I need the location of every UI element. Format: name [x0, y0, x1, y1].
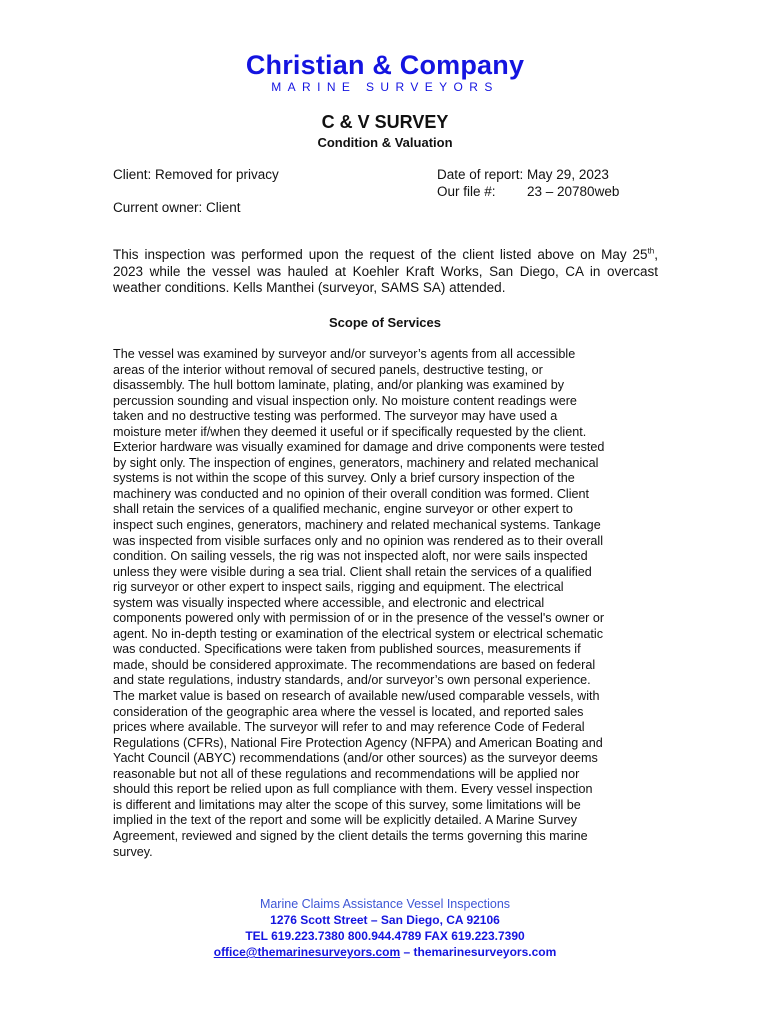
scope-heading: Scope of Services: [329, 315, 441, 330]
scope-line: The vessel was examined by surveyor and/or surveyor’s agents from all accessible: [113, 347, 576, 361]
intro-text-start: This inspection was performed upon the request of the client listed above on May 25: [113, 247, 648, 262]
company-subtitle: MARINE SURVEYORS: [271, 80, 499, 94]
scope-line: was conducted. Specifications were taken from published sources, measurements if: [113, 642, 581, 657]
scope-line: rig surveyor or other expert to inspect sails, rigging and equipment. The electrical: [113, 580, 564, 595]
footer-address: 1276 Scott Street – San Diego, CA 92106: [270, 913, 500, 927]
scope-line: reasonable but not all of these regulations and recommendations will be applied nor: [113, 766, 580, 781]
footer-contact: [0, 945, 770, 959]
scope-line: Regulations (CFRs), National Fire Protection Agency (NFPA) and American Boating and: [113, 735, 603, 750]
scope-line: machinery was conducted and no opinion of their overall condition was formed. Client: [113, 486, 590, 501]
scope-line: consideration of the geographic area where the vessel is located, and reported sales: [113, 704, 584, 719]
scope-line: components powered only with permission of or in the presence of the vessel's owner or: [113, 611, 605, 626]
scope-line: condition. On sailing vessels, the rig was not inspected aloft, nor were sails inspected: [113, 549, 588, 564]
scope-line: inspect such engines, generators, machinery and related mechanical systems. Tankage: [113, 518, 601, 533]
report-subtitle: Condition & Valuation: [317, 135, 453, 150]
scope-line: moisture meter if/when they deemed it useful or if specifically requested by the client.: [113, 424, 587, 439]
scope-paragraph: [113, 347, 643, 860]
scope-line: percussion sounding and visual inspection only. No moisture content readings were: [113, 393, 577, 408]
scope-line: Exterior hardware was visually examined for damage and drive components were tested: [113, 440, 605, 455]
scope-line: Yacht Council (ABYC) recommendations (and/or other sources) as the surveyor deems: [113, 751, 598, 766]
scope-line: by sight only. The inspection of engines, generators, machinery and related mechanical: [113, 455, 599, 470]
scope-line: The market value is based on research of available new/used comparable vessels, with: [113, 689, 600, 704]
scope-line: areas of the interior without removal of secured panels, destructive testing, or: [113, 362, 543, 377]
scope-line: should this report be relied upon as full compliance with them. Every vessel inspection: [113, 782, 593, 797]
scope-line: disassembly. The hull bottom laminate, plating, and/or planking was examined by: [113, 378, 565, 393]
scope-line: unless they were visible during a sea trial. Client shall retain the services of a qualified: [113, 564, 592, 579]
footer-website: themarinesurveyors.com: [413, 945, 557, 959]
report-title: C & V SURVEY: [321, 112, 449, 132]
scope-line: was inspected from visible surfaces only and no opinion was rendered as to their overall: [113, 533, 604, 548]
scope-line: systems is not within the scope of this survey. Only a brief cursory inspection of the: [113, 471, 575, 486]
scope-line: is different and limitations may alter the scope of this survey, some limitations will be: [113, 797, 581, 812]
client-line: Client: Removed for privacy: [113, 167, 279, 182]
report-date: Date of report: May 29, 2023: [437, 167, 609, 182]
company-name: Christian & Company: [245, 50, 525, 80]
scope-line: Agreement, reviewed and signed by the client details the terms governing this marine: [113, 828, 588, 843]
file-number-row: [437, 184, 620, 199]
footer-services: Marine Claims Assistance Vessel Inspections: [259, 897, 511, 911]
scope-line: system was visually inspected where accessible, and electronic and electrical: [113, 595, 545, 610]
footer-separator: –: [400, 945, 414, 959]
scope-line: survey.: [113, 844, 153, 859]
scope-line: made, should be considered approximate. The recommendations are based on federal: [113, 657, 596, 672]
scope-line: taken and no destructive testing was performed. The surveyor may have used a: [113, 409, 558, 424]
scope-line: prices where available. The surveyor will refer to and may reference Code of Federal: [113, 720, 585, 735]
intro-paragraph: [113, 247, 658, 297]
owner-line: Current owner: Client: [113, 200, 241, 215]
scope-line: agent. No in-depth testing or examination of the electrical system or electrical schematic: [113, 626, 603, 641]
scope-line: implied in the text of the report and some will be explicitly detailed. A Marine Survey: [113, 813, 578, 828]
file-number-value: 23 – 20780web: [527, 184, 620, 199]
intro-superscript: th: [647, 246, 655, 256]
footer-phones: TEL 619.223.7380 800.944.4789 FAX 619.223.7390: [245, 929, 525, 943]
scope-line: and state regulations, industry standards, and/or surveyor’s own personal experience.: [113, 673, 591, 688]
intro-text-end: , 2023 while the vessel was hauled at Koehler Kraft Works, San Diego, CA in overcast weather conditions. Kells Manthei (surveyor, SAMS SA) attended.: [113, 247, 658, 295]
file-number-label: Our file #:: [437, 184, 496, 199]
scope-line: shall retain the services of a qualified mechanic, engine surveyor or other expert to: [113, 502, 573, 517]
footer-email-link[interactable]: office@themarinesurveyors.com: [213, 945, 401, 959]
